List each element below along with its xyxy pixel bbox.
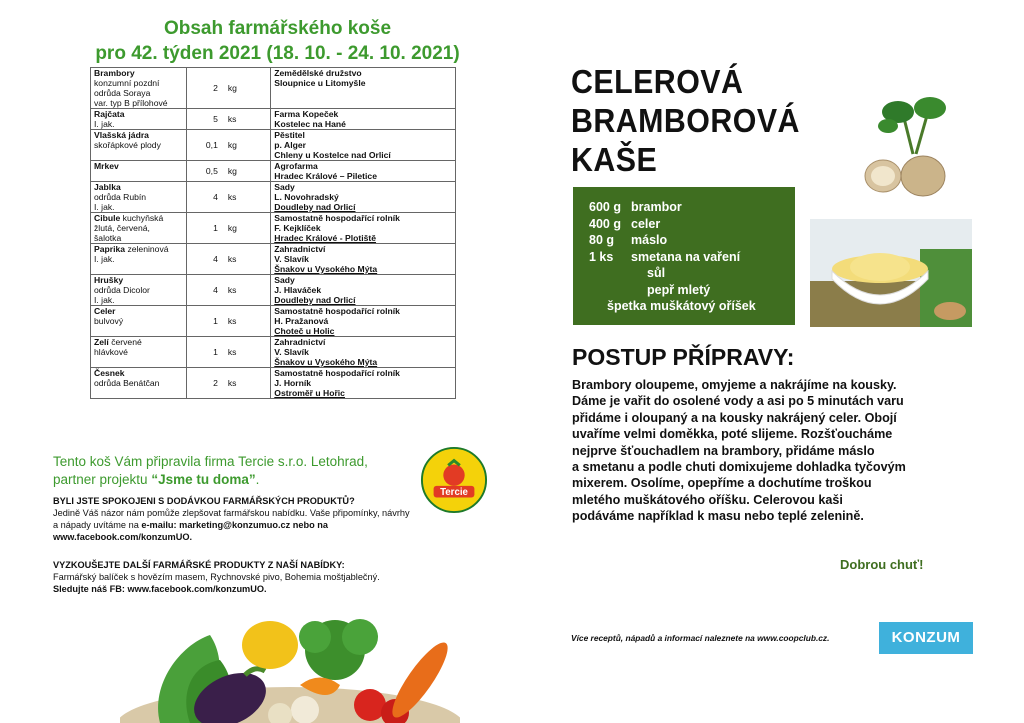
ingredient-row: 80 g máslo [589, 233, 668, 247]
supplier-line: Samostatně hospodařící rolník [274, 306, 400, 316]
more-line1: Farmářský balíček s hovězím masem, Rychnovské pivo, Bohemia moštjablečný. [53, 572, 380, 582]
supplier-line: Zahradnictví [274, 337, 326, 347]
produce-supplier [271, 130, 456, 161]
ingredients-box [573, 187, 795, 325]
produce-supplier [271, 109, 456, 130]
produce-unit: ks [222, 306, 271, 337]
produce-name-cell [91, 368, 187, 399]
feedback-email: e-mailu: marketing@konzumuo.cz nebo na [141, 520, 328, 530]
produce-row [91, 109, 456, 130]
produce-name-cell [91, 182, 187, 213]
produce-qty: 2 [187, 368, 222, 399]
produce-name-cell [91, 244, 187, 275]
produce-unit: ks [222, 109, 271, 130]
supplier-line: Kostelec na Hané [274, 119, 346, 129]
produce-qty: 2 [187, 68, 222, 109]
supplier-line: Samostatně hospodařící rolník [274, 368, 400, 378]
produce-name: Česnek [94, 368, 125, 378]
produce-qty: 0,5 [187, 161, 222, 182]
produce-name: Cibule [94, 213, 121, 223]
produce-qty: 4 [187, 182, 222, 213]
feedback-line1: Jedině Váš názor nám pomůže zlepšovat farmářskou nabídku. Vaše připomínky, návrhy [53, 508, 410, 518]
produce-supplier [271, 161, 456, 182]
produce-row [91, 275, 456, 306]
postup-line: mixerem. Osolíme, opepříme a dochutíme troškou [572, 476, 872, 491]
footer-note: Více receptů, nápadů a informací naleznete na www.coopclub.cz. [571, 633, 830, 643]
produce-desc: I. jak. [94, 202, 115, 212]
produce-supplier [271, 182, 456, 213]
produce-desc: I. jak. [94, 254, 115, 264]
produce-name: Celer [94, 306, 116, 316]
produce-row [91, 213, 456, 244]
dobrou-chut: Dobrou chuť! [840, 557, 924, 572]
supplier-line: V. Slavík [274, 254, 309, 264]
produce-desc: konzumní pozdní [94, 78, 160, 88]
basket-title-line2: pro 42. týden 2021 (18. 10. - 24. 10. 2021) [95, 43, 460, 64]
supplier-line: Hradec Králové - Plotiště [274, 233, 377, 243]
supplier-line: H. Pražanová [274, 316, 329, 326]
ingredient-row: 600 g brambor [589, 200, 682, 214]
supplier-line: V. Slavík [274, 347, 309, 357]
supplier-line: J. Hlaváček [274, 285, 322, 295]
feedback-block [53, 495, 493, 543]
produce-qty: 1 [187, 213, 222, 244]
basket-title-line1: Obsah farmářského koše [163, 18, 392, 39]
produce-name-cell [91, 275, 187, 306]
produce-unit: ks [222, 337, 271, 368]
ingredient-row: sůl [647, 266, 666, 280]
konzum-logo: KONZUM [879, 622, 973, 654]
recipe-title-line2: BRAMBOROVÁ [571, 102, 800, 139]
produce-name: Vlašská jádra [94, 130, 149, 140]
produce-name: Brambory [94, 68, 135, 78]
produce-desc: odrůda Rubín [94, 192, 147, 202]
produce-name: Rajčata [94, 109, 125, 119]
produce-supplier [271, 306, 456, 337]
produce-unit: ks [222, 368, 271, 399]
produce-name: Hrušky [94, 275, 124, 285]
produce-qty: 0,1 [187, 130, 222, 161]
supplier-line: Pěstitel [274, 130, 305, 140]
produce-row [91, 68, 456, 109]
feedback-facebook: www.facebook.com/konzumUO. [53, 532, 193, 542]
tercie-line2: partner projektu “Jsme tu doma”. [53, 472, 260, 487]
feedback-heading: BYLI JSTE SPOKOJENI S DODÁVKOU FARMÁŘSKÝCH PRODUKTŮ? [53, 496, 355, 506]
produce-name: Mrkev [94, 161, 119, 171]
produce-name: Zelí [94, 337, 109, 347]
tercie-line1: Tento koš Vám připravila firma Tercie s.r.o. Letohrad, [53, 454, 368, 469]
produce-name: Jablka [94, 182, 121, 192]
postup-line: Dáme je vařit do osolené vody a asi po 5 minutách varu [572, 394, 904, 409]
produce-desc: šalotka [94, 233, 122, 243]
supplier-line: F. Kejklíček [274, 223, 321, 233]
produce-supplier [271, 275, 456, 306]
more-products-block [53, 559, 493, 595]
supplier-line: Ostroměř u Hořic [274, 388, 345, 398]
produce-desc: bulvový [94, 316, 124, 326]
supplier-line: p. Alger [274, 140, 306, 150]
supplier-line: L. Novohradský [274, 192, 339, 202]
supplier-line: Doudleby nad Orlicí [274, 202, 356, 212]
produce-qty: 1 [187, 337, 222, 368]
produce-supplier [271, 368, 456, 399]
produce-name-cell [91, 109, 187, 130]
supplier-line: Sloupnice u Litomyšle [274, 78, 366, 88]
produce-unit: ks [222, 275, 271, 306]
supplier-line: Sady [274, 182, 295, 192]
produce-qty: 5 [187, 109, 222, 130]
supplier-line: Doudleby nad Orlicí [274, 295, 356, 305]
basket-title [40, 16, 515, 66]
produce-name-suffix: zeleninová [125, 244, 169, 254]
supplier-line: Samostatně hospodařící rolník [274, 213, 400, 223]
tercie-note [53, 453, 423, 489]
supplier-line: Sady [274, 275, 295, 285]
postup-line: nejprve šťouchadlem na brambory, přidáme máslo [572, 443, 875, 458]
produce-row [91, 368, 456, 399]
produce-unit: kg [222, 130, 271, 161]
produce-desc: odrůda Soraya [94, 88, 151, 98]
produce-name-cell [91, 306, 187, 337]
supplier-line: Chleny u Kostelce nad Orlicí [274, 150, 391, 160]
produce-name: Paprika [94, 244, 126, 254]
postup-heading: POSTUP PŘÍPRAVY: [572, 344, 795, 370]
supplier-line: Farma Kopeček [274, 109, 339, 119]
produce-name-cell [91, 213, 187, 244]
produce-unit: ks [222, 182, 271, 213]
produce-qty: 1 [187, 306, 222, 337]
vegetables-photo [120, 605, 460, 723]
recipe-title-line3: KAŠE [571, 141, 658, 178]
produce-name-suffix: červené [108, 337, 142, 347]
produce-desc: var. typ B přílohové [94, 98, 168, 108]
produce-table [90, 67, 456, 399]
recipe-title [571, 62, 847, 179]
supplier-line: Zemědělské družstvo [274, 68, 362, 78]
produce-qty: 4 [187, 244, 222, 275]
ingredient-row: 1 ks smetana na vaření [589, 249, 741, 264]
celeriac-illustration [858, 94, 958, 202]
supplier-line: Agrofarma [274, 161, 318, 171]
supplier-line: Šnakov u Vysokého Mýta [274, 357, 378, 367]
postup-line: a smetanu a podle chuti domixujeme dohladka tyčovým [572, 460, 906, 475]
produce-desc: skořápkové plody [94, 140, 161, 150]
ingredient-row: špetka muškátový oříšek [607, 299, 756, 313]
supplier-line: Choteč u Holic [274, 326, 335, 336]
postup-text [572, 377, 982, 525]
postup-line: Brambory oloupeme, omyjeme a nakrájíme na kousky. [572, 378, 897, 392]
produce-row [91, 130, 456, 161]
produce-name-cell [91, 68, 187, 109]
produce-qty: 4 [187, 275, 222, 306]
produce-supplier [271, 213, 456, 244]
ingredient-row: pepř mletý [647, 282, 711, 297]
produce-row [91, 306, 456, 337]
supplier-line: Zahradnictví [274, 244, 326, 254]
recipe-title-line1: CELEROVÁ [571, 63, 744, 100]
produce-unit: kg [222, 213, 271, 244]
produce-row [91, 182, 456, 213]
more-heading: VYZKOUŠEJTE DALŠÍ FARMÁŘSKÉ PRODUKTY Z NAŠÍ NABÍDKY: [53, 560, 345, 570]
project-name: “Jsme tu doma” [151, 472, 256, 487]
postup-line: podáváme například k masu nebo teplé zelenině. [572, 509, 864, 524]
produce-row [91, 337, 456, 368]
svg-text:Tercie: Tercie [440, 487, 468, 499]
postup-line: uvaříme velmi doměkka, poté slijeme. Rozšťoucháme [572, 427, 893, 442]
produce-unit: kg [222, 68, 271, 109]
produce-desc: I. jak. [94, 119, 115, 129]
produce-desc: žlutá, červená, [94, 223, 150, 233]
supplier-line: Šnakov u Vysokého Mýta [274, 264, 378, 274]
postup-line: mletého muškátového oříšku. Celerovou kaši [572, 492, 843, 507]
produce-supplier [271, 337, 456, 368]
postup-line: přidáme i oloupaný a na kousky nakrájený celer. Obojí [572, 410, 897, 425]
produce-supplier [271, 244, 456, 275]
supplier-line: Hradec Králové – Piletice [274, 171, 377, 181]
produce-name-suffix: kuchyňská [120, 213, 164, 223]
more-facebook: Sledujte náš FB: www.facebook.com/konzumUO. [53, 584, 267, 594]
produce-desc: hlávkové [94, 347, 128, 357]
produce-supplier [271, 68, 456, 109]
produce-unit: ks [222, 244, 271, 275]
produce-desc: odrůda Benátčan [94, 378, 160, 388]
supplier-line: J. Horník [274, 378, 312, 388]
ingredient-row: 400 g celer [589, 216, 661, 231]
feedback-line2: a nápady uvítáme na e-mailu: marketing@konzumuo.cz nebo na [53, 520, 328, 530]
produce-desc: odrůda Dicolor [94, 285, 150, 295]
produce-name-cell [91, 130, 187, 161]
produce-row [91, 161, 456, 182]
produce-desc: I. jak. [94, 295, 115, 305]
mash-photo [810, 219, 972, 327]
produce-name-cell [91, 337, 187, 368]
produce-name-cell [91, 161, 187, 182]
produce-unit: kg [222, 161, 271, 182]
produce-row [91, 244, 456, 275]
